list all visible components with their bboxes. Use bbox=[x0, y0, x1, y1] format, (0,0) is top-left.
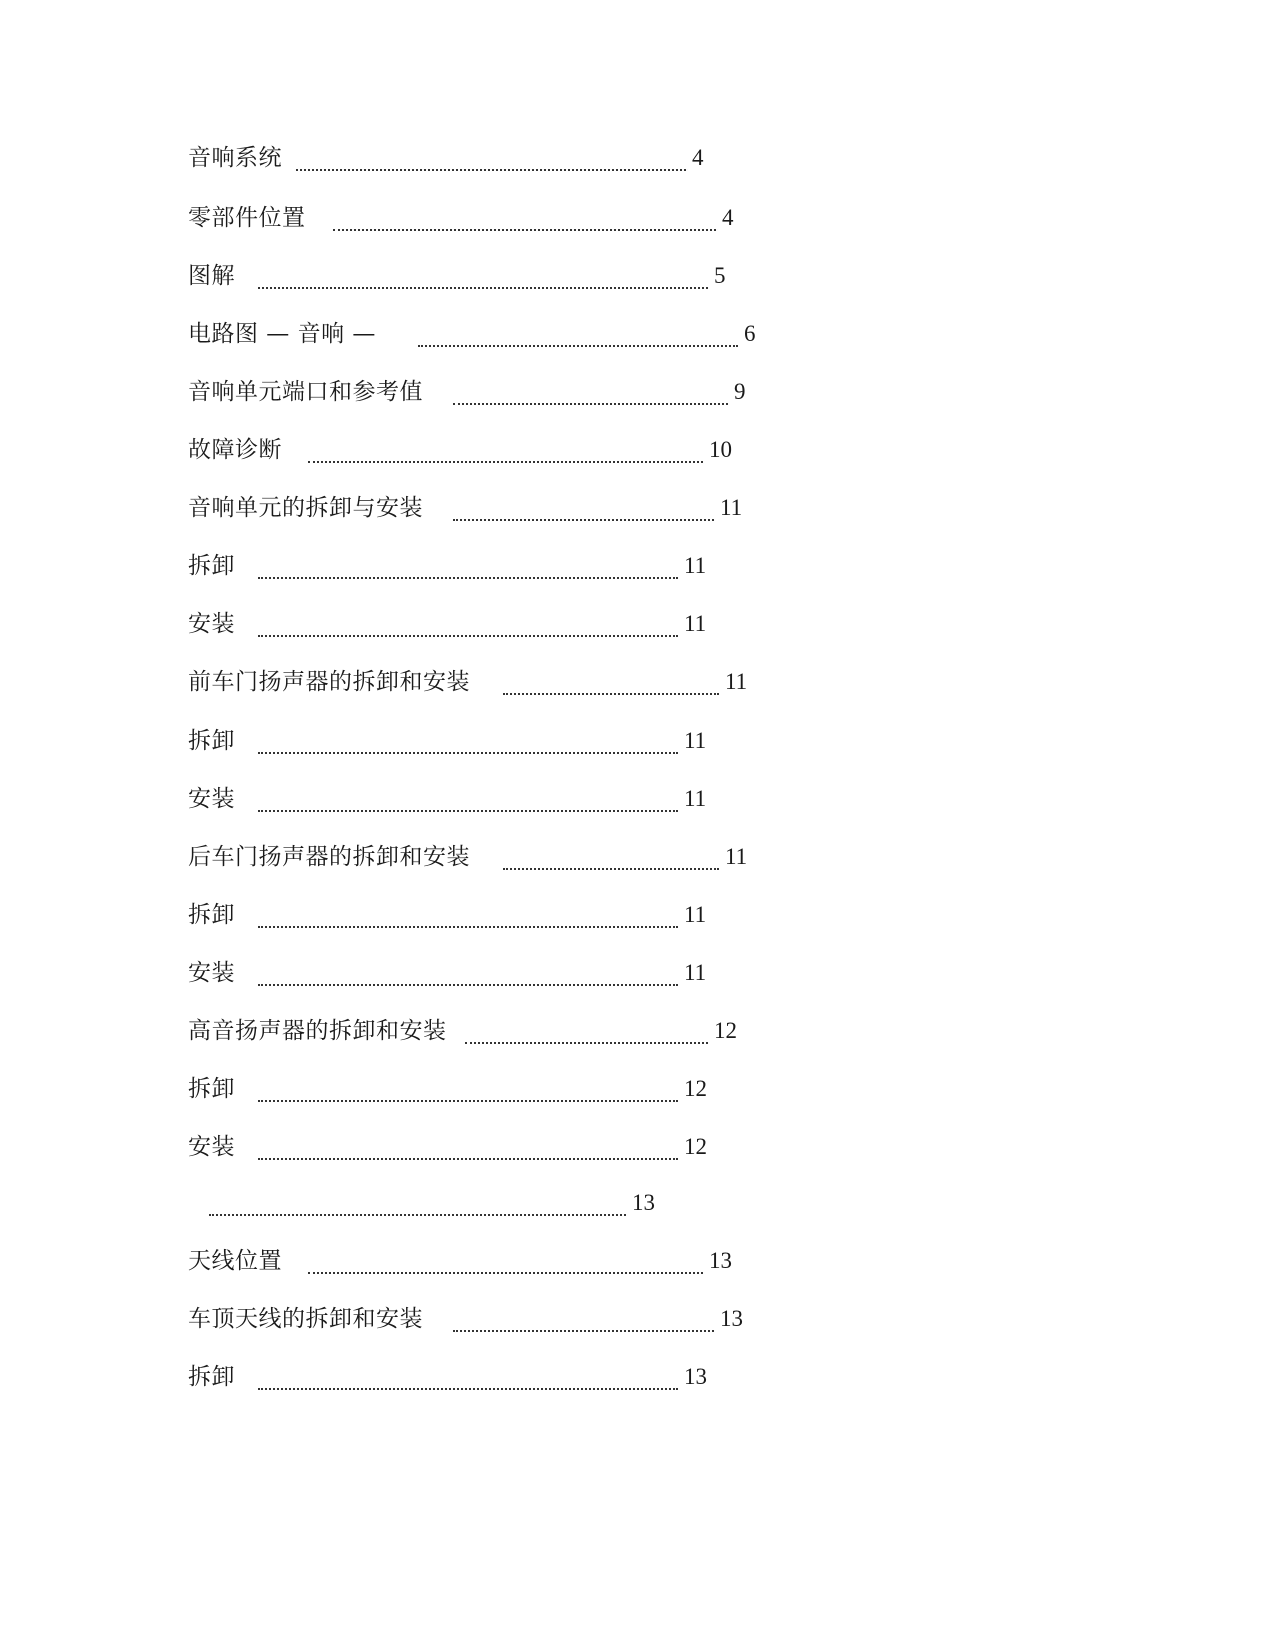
toc-entry-title: 车顶天线的拆卸和安装 bbox=[188, 1306, 423, 1332]
toc-entry[interactable] bbox=[188, 549, 706, 583]
toc-entry[interactable] bbox=[188, 607, 706, 641]
toc-entry-page-number: 11 bbox=[684, 728, 707, 753]
toc-dot-leader bbox=[258, 1364, 678, 1390]
toc-dot-leader bbox=[258, 960, 678, 986]
toc-entry-page-number: 13 bbox=[709, 1248, 732, 1273]
toc-entry-title: 高音扬声器的拆卸和安装 bbox=[188, 1018, 447, 1044]
toc-dot-leader bbox=[308, 1248, 703, 1274]
toc-entry[interactable] bbox=[188, 433, 732, 467]
toc-entry-title: 拆卸 bbox=[188, 553, 235, 579]
toc-entry[interactable] bbox=[188, 898, 706, 932]
toc-entry-page-number: 4 bbox=[722, 205, 734, 230]
toc-entry-title: 音响单元端口和参考值 bbox=[188, 379, 423, 405]
toc-dot-leader bbox=[209, 1190, 626, 1216]
toc-entry-title: 安装 bbox=[188, 786, 235, 812]
toc-entry[interactable] bbox=[188, 1302, 743, 1336]
toc-entry[interactable] bbox=[188, 141, 704, 175]
toc-entry-page-number: 13 bbox=[720, 1306, 743, 1331]
toc-entry-title: 安装 bbox=[188, 1134, 235, 1160]
toc-dot-leader bbox=[453, 495, 714, 521]
toc-entry[interactable] bbox=[188, 1244, 732, 1278]
toc-entry[interactable] bbox=[188, 665, 747, 699]
toc-entry[interactable] bbox=[188, 1186, 655, 1220]
toc-entry[interactable] bbox=[188, 1072, 707, 1106]
toc-entry[interactable] bbox=[188, 491, 742, 525]
toc-entry-title: 音响系统 bbox=[188, 145, 282, 171]
toc-entry[interactable] bbox=[188, 259, 726, 293]
toc-entry-title: 图解 bbox=[188, 263, 235, 289]
toc-entry-page-number: 4 bbox=[692, 145, 704, 170]
toc-entry-page-number: 11 bbox=[684, 902, 707, 927]
toc-entry[interactable] bbox=[188, 840, 747, 874]
toc-entry[interactable] bbox=[188, 375, 746, 409]
toc-entry-page-number: 11 bbox=[725, 669, 748, 694]
toc-dot-leader bbox=[258, 728, 678, 754]
toc-entry[interactable] bbox=[188, 317, 756, 351]
toc-dot-leader bbox=[503, 844, 719, 870]
toc-dot-leader bbox=[258, 611, 678, 637]
toc-dot-leader bbox=[258, 553, 678, 579]
toc-entry-page-number: 12 bbox=[684, 1076, 707, 1101]
toc-dot-leader bbox=[453, 379, 728, 405]
toc-entry-page-number: 10 bbox=[709, 437, 732, 462]
toc-entry-title: 后车门扬声器的拆卸和安装 bbox=[188, 844, 470, 870]
toc-entry-page-number: 5 bbox=[714, 263, 726, 288]
toc-dot-leader bbox=[308, 437, 703, 463]
toc-dot-leader bbox=[333, 205, 716, 231]
toc-entry-page-number: 9 bbox=[734, 379, 746, 404]
toc-entry-title: 故障诊断 bbox=[188, 437, 282, 463]
toc-dot-leader bbox=[503, 669, 719, 695]
toc-dot-leader bbox=[258, 786, 678, 812]
toc-entry[interactable] bbox=[188, 1014, 737, 1048]
toc-entry-page-number: 11 bbox=[684, 786, 707, 811]
toc-entry[interactable] bbox=[188, 1130, 707, 1164]
toc-dot-leader bbox=[465, 1018, 708, 1044]
toc-entry-title: 天线位置 bbox=[188, 1248, 282, 1274]
toc-entry-page-number: 12 bbox=[684, 1134, 707, 1159]
toc-entry-page-number: 11 bbox=[684, 960, 707, 985]
toc-entry[interactable] bbox=[188, 956, 706, 990]
toc-entry-page-number: 11 bbox=[684, 553, 707, 578]
toc-entry-title: 零部件位置 bbox=[188, 205, 306, 231]
toc-entry-title: 音响单元的拆卸与安装 bbox=[188, 495, 423, 521]
toc-entry[interactable] bbox=[188, 724, 706, 758]
toc-entry-title: 拆卸 bbox=[188, 1364, 235, 1390]
toc-dot-leader bbox=[258, 902, 678, 928]
toc-entry-title: 安装 bbox=[188, 611, 235, 637]
toc-entry-title: 拆卸 bbox=[188, 902, 235, 928]
toc-entry-page-number: 11 bbox=[684, 611, 707, 636]
toc-dot-leader bbox=[418, 321, 738, 347]
toc-dot-leader bbox=[453, 1306, 714, 1332]
toc-entry[interactable] bbox=[188, 201, 734, 235]
toc-dot-leader bbox=[296, 145, 686, 171]
toc-dot-leader bbox=[258, 263, 708, 289]
toc-entry-page-number: 11 bbox=[720, 495, 743, 520]
toc-entry[interactable] bbox=[188, 1360, 707, 1394]
toc-entry-title: 前车门扬声器的拆卸和安装 bbox=[188, 669, 470, 695]
toc-entry[interactable] bbox=[188, 782, 706, 816]
toc-entry-page-number: 12 bbox=[714, 1018, 737, 1043]
toc-entry-title: 安装 bbox=[188, 960, 235, 986]
toc-entry-page-number: 11 bbox=[725, 844, 748, 869]
toc-entry-title: 拆卸 bbox=[188, 728, 235, 754]
toc-entry-page-number: 6 bbox=[744, 321, 756, 346]
toc-dot-leader bbox=[258, 1076, 678, 1102]
toc-entry-title: 电路图 — 音响 — bbox=[188, 321, 376, 347]
toc-entry-page-number: 13 bbox=[632, 1190, 655, 1215]
toc-entry-page-number: 13 bbox=[684, 1364, 707, 1389]
toc-entry-title: 拆卸 bbox=[188, 1076, 235, 1102]
toc-dot-leader bbox=[258, 1134, 678, 1160]
